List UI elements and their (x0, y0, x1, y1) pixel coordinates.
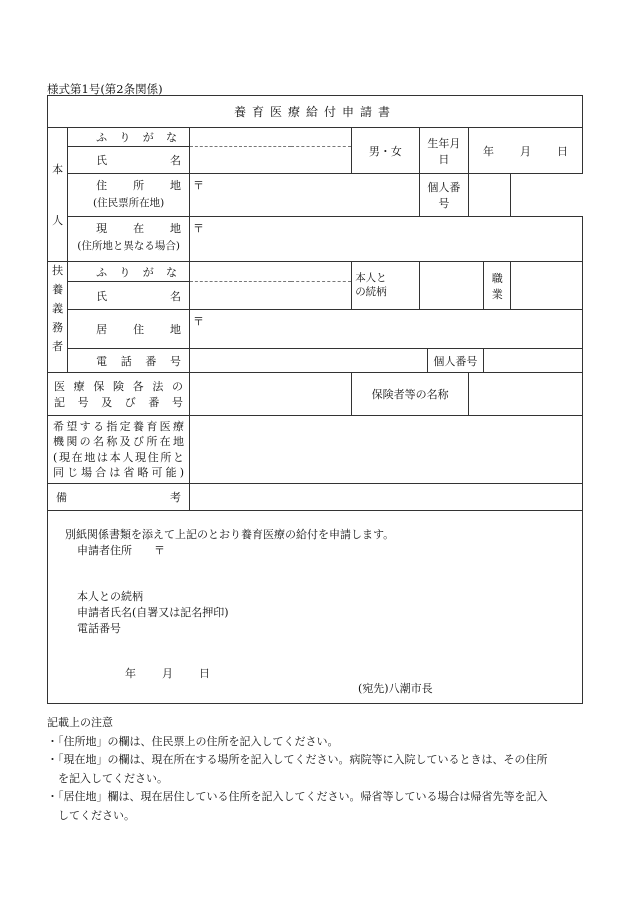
zokugara-label: 本人と の続柄 (352, 262, 419, 310)
addressee-label: (宛先)八潮市長 (358, 682, 433, 695)
kyojuchi-field[interactable]: 〒 (190, 310, 583, 349)
birthdate-label: 生年月日 (419, 128, 468, 174)
applicant-phone-label: 電話番号 (77, 622, 121, 635)
shokugyo-label: 職業 (484, 262, 511, 310)
note-item-3-cont: してください。 (58, 808, 135, 822)
fuyo-kojin-bango-label: 個人番号 (427, 349, 483, 373)
honnin-furigana-field[interactable] (190, 128, 352, 147)
biko-field[interactable] (190, 484, 583, 511)
honnin-kojin-bango-label: 個人番号 (419, 174, 468, 217)
note-item-1: ・「住所地」の欄は、住民票上の住所を記入してください。 (47, 734, 339, 748)
honnin-kojin-bango-field[interactable] (469, 174, 511, 217)
jusho-sub-label: (住民票所在地) (68, 197, 190, 217)
birthdate-field[interactable]: 年 月 日 (469, 128, 583, 174)
note-item-2-cont: を記入してください。 (58, 771, 168, 785)
kibo-kikan-label: 希望する指定養育医療 機関の名称及び所在地 (現在地は本人現住所と 同じ場合は省略可能) (48, 416, 190, 484)
gender-choice[interactable]: 男・女 (352, 128, 419, 174)
denwa-field[interactable] (190, 349, 428, 373)
hokensha-label: 保険者等の名称 (352, 373, 469, 416)
iryo-hoken-field[interactable] (190, 373, 352, 416)
fuyo-name-field[interactable] (190, 282, 352, 310)
honnin-name-field[interactable] (190, 147, 352, 174)
genzaichi-label: 現在地 (68, 217, 190, 240)
application-statement: 別紙関係書類を添えて上記のとおり養育医療の給付を申請します。 (65, 528, 395, 541)
genzaichi-sub-label: (住所地と異なる場合) (68, 240, 190, 262)
jusho-label: 住所地 (68, 174, 190, 197)
form-title: 養育医療給付申請書 (48, 96, 583, 128)
iryo-hoken-label: 医療保険各法の 記号及び番号 (48, 373, 190, 416)
application-form-table (47, 95, 583, 704)
genzaichi-field[interactable]: 〒 (190, 217, 583, 262)
application-date[interactable]: 年 月 日 (125, 667, 210, 680)
applicant-name-label: 申請者氏名(自署又は記名押印) (77, 606, 229, 619)
relation-label: 本人との続柄 (77, 590, 143, 603)
application-statement-block (48, 511, 583, 704)
shokugyo-field[interactable] (511, 262, 583, 310)
honnin-furigana-label: ふりがな (68, 128, 190, 147)
hokensha-field[interactable] (469, 373, 583, 416)
fuyo-name-label: 氏名 (68, 282, 190, 310)
kibo-kikan-field[interactable] (190, 416, 583, 484)
zokugara-field[interactable] (419, 262, 483, 310)
note-item-3: ・「居住地」欄は、現在居住している住所を記入してください。帰省等している場合は帰省先等を記入 (47, 790, 548, 803)
jusho-field[interactable]: 〒 (190, 174, 420, 217)
fuyo-kojin-bango-field[interactable] (484, 349, 583, 373)
notes-section (47, 714, 587, 825)
fuyo-furigana-field[interactable] (190, 262, 352, 282)
kyojuchi-label: 居住地 (68, 310, 190, 349)
denwa-label: 電話番号 (68, 349, 190, 373)
section-fuyo-label: 扶 養 義 務 者 (48, 262, 68, 373)
note-item-2: ・「現在地」の欄は、現在所在する場所を記入してください。病院等に入院しているときは、その住所 (47, 753, 548, 766)
fuyo-furigana-label: ふりがな (68, 262, 190, 282)
form-number-label: 様式第1号(第2条関係) (47, 82, 163, 96)
honnin-name-label: 氏名 (68, 147, 190, 174)
notes-heading: 記載上の注意 (47, 716, 113, 729)
biko-label: 備考 (48, 484, 190, 511)
applicant-address-label: 申請者住所 〒 (77, 544, 165, 557)
section-honnin-label: 本 人 (48, 128, 68, 262)
